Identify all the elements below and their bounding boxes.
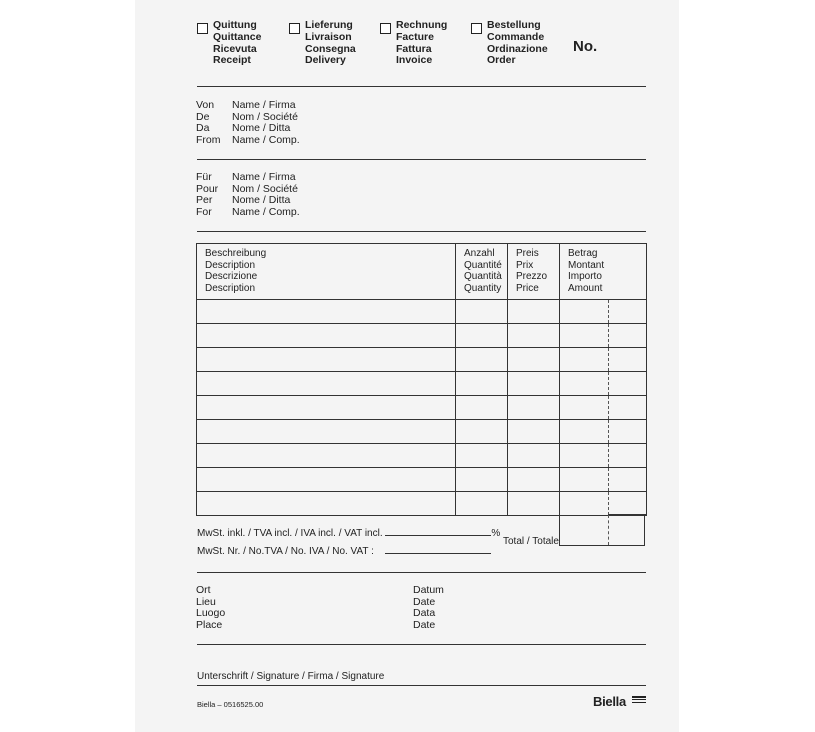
cents-divider xyxy=(608,324,609,347)
percent-sign: % xyxy=(491,528,501,539)
vat-included-row xyxy=(197,528,500,539)
to-labels: Für Pour Per For xyxy=(196,171,219,219)
price-cell[interactable] xyxy=(508,468,560,492)
price-header: Preis Prix Prezzo Price xyxy=(508,244,560,300)
price-cell[interactable] xyxy=(508,372,560,396)
cents-divider xyxy=(608,300,609,323)
description-cell[interactable] xyxy=(197,324,456,348)
amount-cell[interactable] xyxy=(560,372,647,396)
brand-mark-icon xyxy=(632,696,646,706)
table-row[interactable] xyxy=(197,372,647,396)
cents-divider xyxy=(608,396,609,419)
cents-divider xyxy=(608,444,609,467)
price-cell[interactable] xyxy=(508,420,560,444)
footer-code: Biella – 0516525.00 xyxy=(197,700,264,709)
invoice-checkbox[interactable] xyxy=(380,23,391,34)
cents-divider xyxy=(608,372,609,395)
table-row[interactable] xyxy=(197,444,647,468)
doc-type-label: Quittung Quittance Ricevuta Receipt xyxy=(213,19,262,67)
vat-number-row xyxy=(197,546,491,557)
date-block[interactable]: Datum Date Data Date xyxy=(413,584,444,632)
order-checkbox[interactable] xyxy=(471,23,482,34)
cents-divider xyxy=(608,468,609,491)
cents-divider xyxy=(608,348,609,371)
vat-percent-field[interactable] xyxy=(385,535,491,536)
vat-included-label: MwSt. inkl. / TVA incl. / IVA incl. / VAT incl. xyxy=(197,528,383,539)
quantity-header: Anzahl Quantité Quantità Quantity xyxy=(456,244,508,300)
description-cell[interactable] xyxy=(197,444,456,468)
description-cell[interactable] xyxy=(197,492,456,516)
total-amount-field[interactable] xyxy=(559,515,645,546)
vat-number-field[interactable] xyxy=(385,553,491,554)
number-label: No. xyxy=(573,38,598,55)
delivery-checkbox[interactable] xyxy=(289,23,300,34)
quantity-cell[interactable] xyxy=(456,300,508,324)
quantity-cell[interactable] xyxy=(456,492,508,516)
amount-header: Betrag Montant Importo Amount xyxy=(560,244,647,300)
description-cell[interactable] xyxy=(197,300,456,324)
description-header: Beschreibung Description Descrizione Description xyxy=(197,244,456,300)
price-cell[interactable] xyxy=(508,396,560,420)
price-cell[interactable] xyxy=(508,444,560,468)
amount-cell[interactable] xyxy=(560,348,647,372)
description-cell[interactable] xyxy=(197,420,456,444)
place-block[interactable]: Ort Lieu Luogo Place xyxy=(196,584,226,632)
receipt-checkbox[interactable] xyxy=(197,23,208,34)
doc-type-label: Rechnung Facture Fattura Invoice xyxy=(396,19,448,67)
divider xyxy=(197,231,646,232)
table-row[interactable] xyxy=(197,468,647,492)
table-row[interactable] xyxy=(197,396,647,420)
total-divider xyxy=(608,514,646,515)
table-header xyxy=(197,244,647,300)
quantity-cell[interactable] xyxy=(456,420,508,444)
divider xyxy=(197,644,646,645)
quantity-cell[interactable] xyxy=(456,324,508,348)
from-fields: Name / Firma Nom / Société Nome / Ditta Name / Comp. xyxy=(232,99,300,147)
quantity-cell[interactable] xyxy=(456,396,508,420)
amount-cell[interactable] xyxy=(560,444,647,468)
table-row[interactable] xyxy=(197,324,647,348)
divider xyxy=(197,86,646,87)
doc-type-label: Bestellung Commande Ordinazione Order xyxy=(487,19,548,67)
description-cell[interactable] xyxy=(197,348,456,372)
table-row[interactable] xyxy=(197,492,647,516)
to-fields: Name / Firma Nom / Société Nome / Ditta Name / Comp. xyxy=(232,171,300,219)
quantity-cell[interactable] xyxy=(456,372,508,396)
quantity-cell[interactable] xyxy=(456,348,508,372)
amount-cell[interactable] xyxy=(560,396,647,420)
amount-cell[interactable] xyxy=(560,324,647,348)
from-labels: Von De Da From xyxy=(196,99,221,147)
description-cell[interactable] xyxy=(197,396,456,420)
cents-divider xyxy=(608,420,609,443)
divider xyxy=(197,159,646,160)
description-cell[interactable] xyxy=(197,372,456,396)
quantity-cell[interactable] xyxy=(456,468,508,492)
vat-number-label: MwSt. Nr. / No.TVA / No. IVA / No. VAT : xyxy=(197,546,374,557)
cents-divider xyxy=(608,515,609,545)
amount-cell[interactable] xyxy=(560,300,647,324)
total-label: Total / Totale xyxy=(503,536,559,547)
table-row[interactable] xyxy=(197,420,647,444)
brand-logo: Biella xyxy=(593,694,626,709)
description-cell[interactable] xyxy=(197,468,456,492)
price-cell[interactable] xyxy=(508,324,560,348)
doc-type-label: Lieferung Livraison Consegna Delivery xyxy=(305,19,356,67)
amount-cell[interactable] xyxy=(560,468,647,492)
table-row[interactable] xyxy=(197,300,647,324)
signature-line[interactable] xyxy=(197,685,646,686)
divider xyxy=(197,572,646,573)
cents-divider xyxy=(608,492,609,515)
items-table xyxy=(196,243,647,516)
signature-label: Unterschrift / Signature / Firma / Signature xyxy=(197,671,385,682)
amount-cell[interactable] xyxy=(560,420,647,444)
price-cell[interactable] xyxy=(508,492,560,516)
price-cell[interactable] xyxy=(508,348,560,372)
amount-cell[interactable] xyxy=(560,492,647,516)
table-row[interactable] xyxy=(197,348,647,372)
quantity-cell[interactable] xyxy=(456,444,508,468)
price-cell[interactable] xyxy=(508,300,560,324)
